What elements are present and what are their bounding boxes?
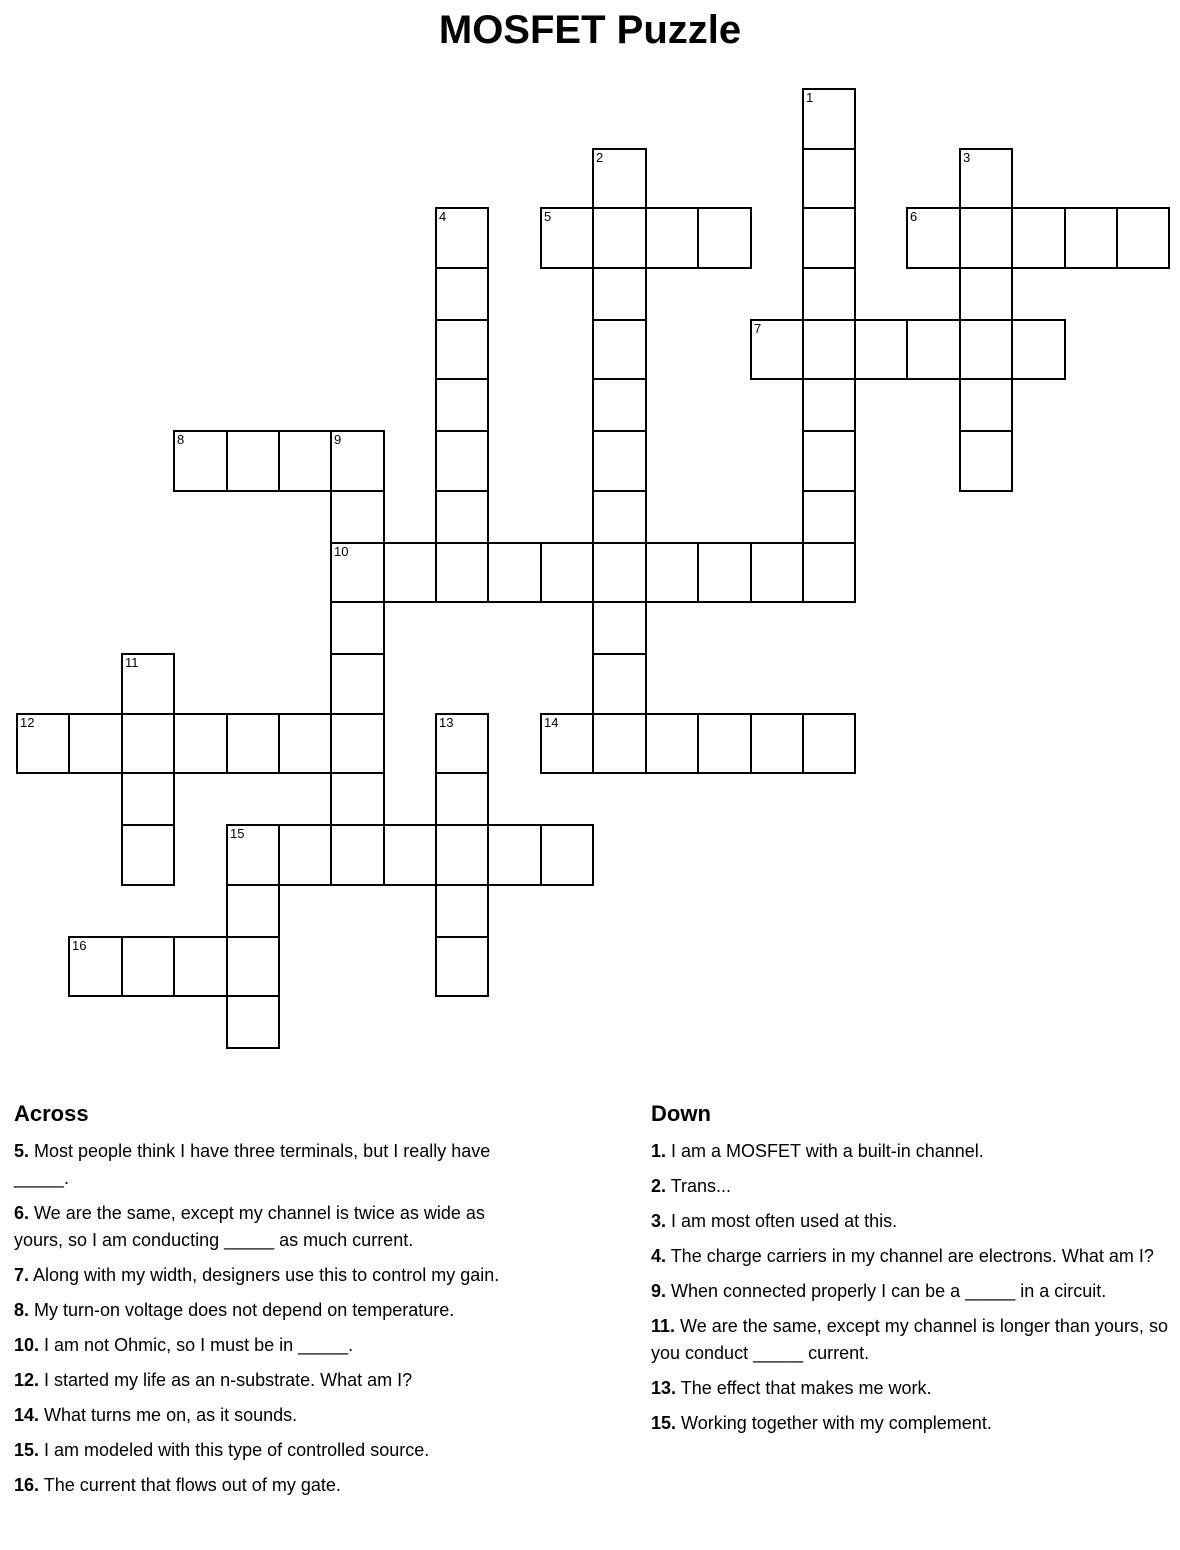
crossword-cell[interactable] [226, 936, 280, 997]
clue-number: 15. [651, 1413, 677, 1433]
crossword-cell[interactable] [121, 713, 175, 774]
crossword-cell[interactable] [592, 378, 647, 432]
clue-item [651, 1173, 1171, 1200]
crossword-cell[interactable] [906, 207, 961, 269]
page-title: MOSFET Puzzle [438, 8, 742, 52]
across-clues-section [14, 1100, 534, 1507]
clue-item [651, 1410, 1171, 1437]
crossword-cell[interactable] [592, 653, 647, 715]
clue-text: I am not Ohmic, so I must be in _____. [39, 1335, 354, 1355]
crossword-cell[interactable] [68, 936, 123, 997]
crossword-cell[interactable] [121, 824, 175, 886]
clue-number: 16. [14, 1475, 40, 1495]
crossword-cell[interactable] [540, 713, 594, 774]
crossword-cell[interactable] [330, 653, 385, 715]
clue-item [651, 1313, 1171, 1367]
clue-text: Trans... [666, 1176, 732, 1196]
crossword-cell[interactable] [802, 148, 856, 209]
crossword-cell[interactable] [16, 713, 70, 774]
crossword-cell[interactable] [330, 542, 385, 603]
crossword-cell[interactable] [697, 207, 752, 269]
crossword-cell[interactable] [226, 430, 280, 492]
crossword-cell[interactable] [959, 267, 1013, 321]
crossword-cell[interactable] [1011, 207, 1066, 269]
clue-text: My turn-on voltage does not depend on temperature. [29, 1300, 455, 1320]
clue-text: We are the same, except my channel is twice as wide as yours, so I am conducting _____ as much current. [14, 1203, 485, 1250]
cell-number: 13 [439, 715, 454, 730]
cell-number: 2 [596, 150, 604, 165]
clue-text: What turns me on, as it sounds. [39, 1405, 298, 1425]
crossword-cell[interactable] [173, 713, 228, 774]
crossword-cell[interactable] [330, 713, 385, 774]
clue-text: I started my life as an n-substrate. What am I? [39, 1370, 413, 1390]
crossword-cell[interactable] [802, 378, 856, 432]
crossword-cell[interactable] [435, 772, 489, 826]
cell-number: 14 [544, 715, 559, 730]
crossword-cell[interactable] [592, 207, 647, 269]
clue-item [14, 1297, 534, 1324]
crossword-cell[interactable] [802, 542, 856, 603]
crossword-cell[interactable] [592, 148, 647, 209]
clue-item [651, 1138, 1171, 1165]
cell-number: 12 [20, 715, 35, 730]
crossword-cell[interactable] [959, 378, 1013, 432]
clue-text: I am most often used at this. [666, 1211, 898, 1231]
across-heading: Across [14, 1101, 89, 1126]
crossword-cell[interactable] [487, 542, 542, 603]
clue-number: 14. [14, 1405, 40, 1425]
cell-number: 10 [334, 544, 349, 559]
crossword-cell[interactable] [435, 490, 489, 544]
clue-text: Most people think I have three terminals, but I really have _____. [14, 1141, 491, 1188]
clue-number: 9. [651, 1281, 667, 1301]
clue-text: Along with my width, designers use this to control my gain. [29, 1265, 500, 1285]
crossword-cell[interactable] [802, 267, 856, 321]
crossword-cell[interactable] [330, 490, 385, 544]
crossword-cell[interactable] [278, 824, 332, 886]
crossword-cell[interactable] [592, 542, 647, 603]
clue-item [651, 1375, 1171, 1402]
clue-item [14, 1200, 534, 1254]
crossword-cell[interactable] [226, 884, 280, 938]
crossword-cell[interactable] [697, 542, 752, 603]
down-clues-section [651, 1100, 1171, 1445]
crossword-cell[interactable] [540, 542, 594, 603]
crossword-cell[interactable] [959, 148, 1013, 209]
clue-number: 3. [651, 1211, 667, 1231]
cell-number: 3 [963, 150, 971, 165]
crossword-cell[interactable] [592, 601, 647, 655]
clue-number: 10. [14, 1335, 40, 1355]
crossword-cell[interactable] [226, 713, 280, 774]
clue-text: The charge carriers in my channel are electrons. What am I? [666, 1246, 1154, 1266]
crossword-cell[interactable] [645, 207, 699, 269]
clue-item [14, 1138, 534, 1192]
clue-number: 1. [651, 1141, 667, 1161]
cell-number: 11 [125, 655, 139, 670]
cell-number: 6 [910, 209, 918, 224]
clue-number: 2. [651, 1176, 667, 1196]
crossword-cell[interactable] [435, 884, 489, 938]
crossword-cell[interactable] [697, 713, 752, 774]
crossword-cell[interactable] [487, 824, 542, 886]
clue-text: I am a MOSFET with a built-in channel. [666, 1141, 984, 1161]
clue-number: 4. [651, 1246, 667, 1266]
cell-number: 7 [754, 321, 762, 336]
clue-item [14, 1332, 534, 1359]
crossword-cell[interactable] [645, 713, 699, 774]
crossword-cell[interactable] [278, 430, 332, 492]
clue-item [14, 1472, 534, 1499]
clue-text: When connected properly I can be a _____ in a circuit. [666, 1281, 1107, 1301]
cell-number: 4 [439, 209, 447, 224]
clue-item [14, 1437, 534, 1464]
crossword-cell[interactable] [750, 542, 804, 603]
crossword-cell[interactable] [226, 995, 280, 1049]
crossword-cell[interactable] [750, 713, 804, 774]
clue-number: 5. [14, 1141, 30, 1161]
crossword-cell[interactable] [435, 378, 489, 432]
cell-number: 15 [230, 826, 245, 841]
crossword-cell[interactable] [592, 713, 647, 774]
crossword-cell[interactable] [226, 824, 280, 886]
cell-number: 1 [806, 90, 814, 105]
crossword-cell[interactable] [1064, 207, 1118, 269]
crossword-cell[interactable] [592, 267, 647, 321]
crossword-cell[interactable] [592, 430, 647, 492]
cell-number: 5 [544, 209, 552, 224]
crossword-cell[interactable] [906, 319, 961, 380]
crossword-cell[interactable] [121, 772, 175, 826]
crossword-cell[interactable] [959, 207, 1013, 269]
clue-item [651, 1243, 1171, 1270]
clue-item [651, 1208, 1171, 1235]
clue-number: 8. [14, 1300, 30, 1320]
crossword-cell[interactable] [383, 824, 437, 886]
clue-text: I am modeled with this type of controlled source. [39, 1440, 430, 1460]
crossword-cell[interactable] [592, 319, 647, 380]
crossword-cell[interactable] [959, 319, 1013, 380]
crossword-cell[interactable] [330, 824, 385, 886]
crossword-cell[interactable] [435, 430, 489, 492]
crossword-cell[interactable] [383, 542, 437, 603]
down-clue-list [651, 1138, 1171, 1437]
crossword-cell[interactable] [854, 319, 908, 380]
crossword-cell[interactable] [1011, 319, 1066, 380]
clue-number: 15. [14, 1440, 40, 1460]
cell-number: 16 [72, 938, 87, 953]
clue-text: The effect that makes me work. [676, 1378, 932, 1398]
across-clue-list [14, 1138, 534, 1499]
crossword-cell[interactable] [802, 88, 856, 150]
crossword-cell[interactable] [802, 430, 856, 492]
crossword-cell[interactable] [802, 207, 856, 269]
crossword-cell[interactable] [802, 490, 856, 544]
crossword-cell[interactable] [435, 824, 489, 886]
clue-text: Working together with my complement. [676, 1413, 992, 1433]
crossword-cell[interactable] [959, 430, 1013, 492]
cell-number: 9 [334, 432, 342, 447]
clue-item [14, 1402, 534, 1429]
crossword-cell[interactable] [435, 936, 489, 997]
crossword-cell[interactable] [645, 542, 699, 603]
crossword-cell[interactable] [173, 936, 228, 997]
crossword-cell[interactable] [802, 319, 856, 380]
crossword-cell[interactable] [278, 713, 332, 774]
crossword-cell[interactable] [330, 772, 385, 826]
crossword-cell[interactable] [121, 653, 175, 715]
crossword-cell[interactable] [1116, 207, 1170, 269]
clue-number: 11. [651, 1316, 676, 1336]
crossword-cell[interactable] [435, 267, 489, 321]
clue-text: The current that flows out of my gate. [39, 1475, 341, 1495]
crossword-cell[interactable] [540, 824, 594, 886]
clue-number: 7. [14, 1265, 30, 1285]
crossword-cell[interactable] [435, 542, 489, 603]
crossword-cell[interactable] [173, 430, 228, 492]
crossword-cell[interactable] [750, 319, 804, 380]
crossword-cell[interactable] [435, 319, 489, 380]
down-heading: Down [651, 1101, 711, 1126]
crossword-cell[interactable] [802, 713, 856, 774]
clue-number: 13. [651, 1378, 677, 1398]
cell-number: 8 [177, 432, 185, 447]
clue-item [651, 1278, 1171, 1305]
crossword-cell[interactable] [540, 207, 594, 269]
crossword-cell[interactable] [121, 936, 175, 997]
clue-item [14, 1262, 534, 1289]
crossword-cell[interactable] [592, 490, 647, 544]
clue-text: We are the same, except my channel is longer than yours, so you conduct _____ current. [651, 1316, 1168, 1363]
crossword-cell[interactable] [68, 713, 123, 774]
clue-number: 12. [14, 1370, 40, 1390]
crossword-cell[interactable] [330, 601, 385, 655]
crossword-cell[interactable] [330, 430, 385, 492]
crossword-cell[interactable] [435, 713, 489, 774]
clue-item [14, 1367, 534, 1394]
crossword-cell[interactable] [435, 207, 489, 269]
clue-number: 6. [14, 1203, 30, 1223]
